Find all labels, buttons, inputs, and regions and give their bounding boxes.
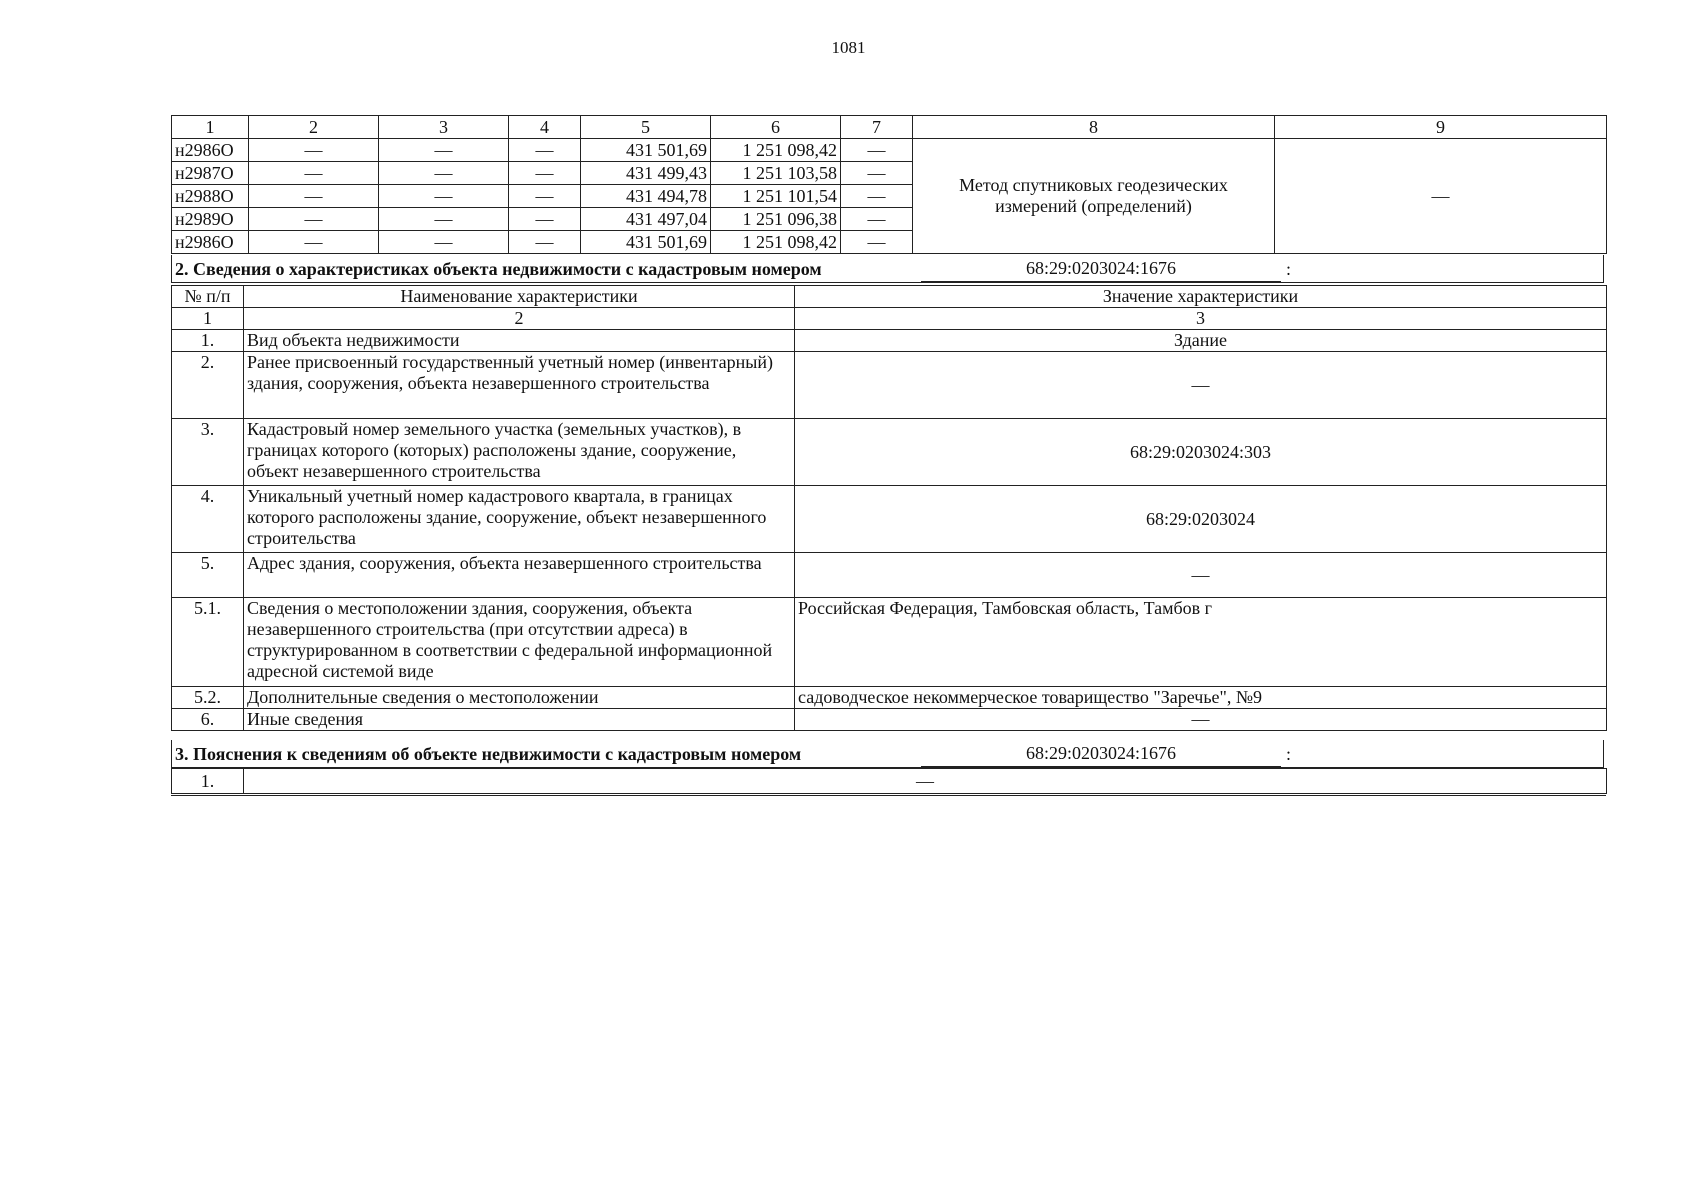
table-row bbox=[172, 486, 1607, 553]
col9-cell: — bbox=[1275, 139, 1607, 254]
cell: — bbox=[379, 231, 509, 254]
header-value: Значение характеристики bbox=[795, 286, 1607, 308]
cell: — bbox=[509, 139, 581, 162]
row-num: 5. bbox=[172, 553, 244, 598]
row-num: 2. bbox=[172, 352, 244, 419]
header-cell: 1 bbox=[172, 116, 249, 139]
char-value: садоводческое некоммерческое товарищество "Заречье", №9 bbox=[795, 687, 1607, 709]
coord-x: 431 501,69 bbox=[581, 139, 711, 162]
table-row bbox=[172, 769, 1607, 794]
header-cell: 5 bbox=[581, 116, 711, 139]
col-number: 2 bbox=[244, 308, 795, 330]
coord-x: 431 501,69 bbox=[581, 231, 711, 254]
row-num: 1. bbox=[172, 769, 244, 794]
column-numbers-row bbox=[172, 308, 1607, 330]
char-value: — bbox=[795, 352, 1607, 419]
header-cell: 4 bbox=[509, 116, 581, 139]
char-value: Здание bbox=[795, 330, 1607, 352]
row-num: 5.1. bbox=[172, 598, 244, 687]
char-value: — bbox=[795, 709, 1607, 731]
point-name: н2988О bbox=[172, 185, 249, 208]
cell: — bbox=[379, 185, 509, 208]
char-name: Ранее присвоенный государственный учетный номер (инвентарный) здания, сооружения, объекта незавершенного строительства bbox=[244, 352, 795, 419]
cell: — bbox=[841, 231, 913, 254]
char-name: Иные сведения bbox=[244, 709, 795, 731]
point-name: н2986О bbox=[172, 231, 249, 254]
cell: — bbox=[249, 231, 379, 254]
bottom-rule bbox=[171, 795, 1606, 796]
table-row bbox=[172, 553, 1607, 598]
point-name: н2986О bbox=[172, 139, 249, 162]
char-name: Сведения о местоположении здания, сооружения, объекта незавершенного строительства (при отсутствии адреса) в структурированном в соответствии с федеральной информационной адресной системой виде bbox=[244, 598, 795, 687]
cell: — bbox=[509, 162, 581, 185]
char-value: — bbox=[795, 553, 1607, 598]
header-cell: 9 bbox=[1275, 116, 1607, 139]
point-name: н2989О bbox=[172, 208, 249, 231]
header-cell: 6 bbox=[711, 116, 841, 139]
section2-title-text: 2. Сведения о характеристиках объекта недвижимости с кадастровым номером bbox=[175, 259, 822, 279]
coord-x: 431 499,43 bbox=[581, 162, 711, 185]
row-num: 1. bbox=[172, 330, 244, 352]
cell: — bbox=[249, 139, 379, 162]
section3-title bbox=[171, 740, 1604, 768]
row-num: 6. bbox=[172, 709, 244, 731]
cell: — bbox=[249, 208, 379, 231]
row-num: 3. bbox=[172, 419, 244, 486]
coord-y: 1 251 101,54 bbox=[711, 185, 841, 208]
coord-y: 1 251 096,38 bbox=[711, 208, 841, 231]
header-cell: 3 bbox=[379, 116, 509, 139]
header-cell: 7 bbox=[841, 116, 913, 139]
char-value: Российская Федерация, Тамбовская область, Тамбов г bbox=[795, 598, 1607, 687]
table-row bbox=[172, 352, 1607, 419]
table-row bbox=[172, 687, 1607, 709]
coord-y: 1 251 098,42 bbox=[711, 231, 841, 254]
cell: — bbox=[841, 162, 913, 185]
header-cell: 2 bbox=[249, 116, 379, 139]
table-row bbox=[172, 709, 1607, 731]
cell: — bbox=[249, 162, 379, 185]
coord-y: 1 251 098,42 bbox=[711, 139, 841, 162]
section2-cadastral-number: 68:29:0203024:1676 bbox=[921, 255, 1281, 282]
cell: — bbox=[841, 185, 913, 208]
table-row bbox=[172, 330, 1607, 352]
section3-title-text: 3. Пояснения к сведениям об объекте недвижимости с кадастровым номером bbox=[175, 744, 802, 764]
col-number: 3 bbox=[795, 308, 1607, 330]
coordinates-table bbox=[171, 115, 1607, 254]
header-cell: 8 bbox=[913, 116, 1275, 139]
header-name: Наименование характеристики bbox=[244, 286, 795, 308]
char-name: Кадастровый номер земельного участка (земельных участков), в границах которого (которых) расположены здание, сооружение, объект незавершенного строительства bbox=[244, 419, 795, 486]
char-name: Адрес здания, сооружения, объекта незавершенного строительства bbox=[244, 553, 795, 598]
table-row bbox=[172, 598, 1607, 687]
section3-colon: : bbox=[1286, 744, 1292, 764]
cell: — bbox=[841, 208, 913, 231]
coord-x: 431 497,04 bbox=[581, 208, 711, 231]
notes-table bbox=[171, 768, 1607, 794]
cell: — bbox=[841, 139, 913, 162]
method-line: измерений (определений) bbox=[995, 196, 1192, 216]
char-name: Вид объекта недвижимости bbox=[244, 330, 795, 352]
char-name: Уникальный учетный номер кадастрового квартала, в границах которого расположены здание, сооружение, объект незавершенного строительства bbox=[244, 486, 795, 553]
coord-y: 1 251 103,58 bbox=[711, 162, 841, 185]
characteristics-header-row bbox=[172, 286, 1607, 308]
char-value: 68:29:0203024:303 bbox=[795, 419, 1607, 486]
cell: — bbox=[509, 208, 581, 231]
header-num: № п/п bbox=[172, 286, 244, 308]
table-row bbox=[172, 139, 1607, 162]
col-number: 1 bbox=[172, 308, 244, 330]
char-value: 68:29:0203024 bbox=[795, 486, 1607, 553]
cell: — bbox=[379, 162, 509, 185]
cell: — bbox=[379, 139, 509, 162]
cell: — bbox=[249, 185, 379, 208]
cell: — bbox=[379, 208, 509, 231]
row-num: 4. bbox=[172, 486, 244, 553]
method-line: Метод спутниковых геодезических bbox=[959, 175, 1228, 195]
coordinates-header-row bbox=[172, 116, 1607, 139]
characteristics-table bbox=[171, 285, 1607, 731]
method-cell bbox=[913, 139, 1275, 254]
note-value: — bbox=[244, 769, 1607, 794]
coord-x: 431 494,78 bbox=[581, 185, 711, 208]
row-num: 5.2. bbox=[172, 687, 244, 709]
cell: — bbox=[509, 185, 581, 208]
cell: — bbox=[509, 231, 581, 254]
section2-title bbox=[171, 255, 1604, 283]
page-number: 1081 bbox=[831, 38, 866, 57]
char-name: Дополнительные сведения о местоположении bbox=[244, 687, 795, 709]
section3-cadastral-number: 68:29:0203024:1676 bbox=[921, 740, 1281, 767]
point-name: н2987О bbox=[172, 162, 249, 185]
table-row bbox=[172, 419, 1607, 486]
section2-colon: : bbox=[1286, 259, 1292, 279]
